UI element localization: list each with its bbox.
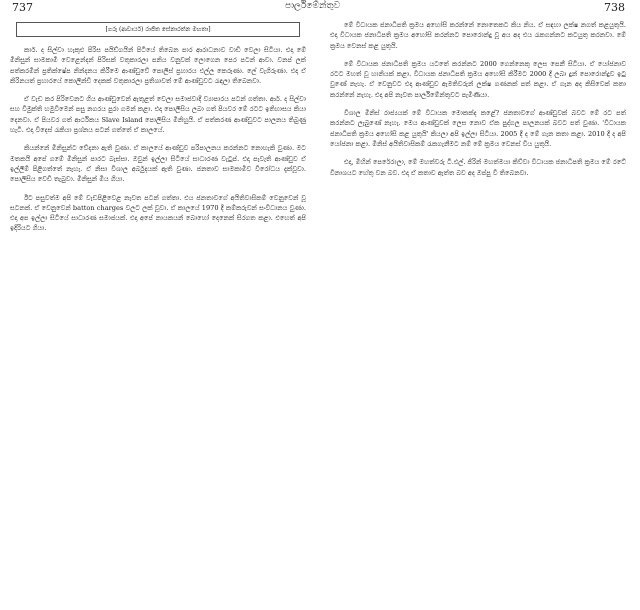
page-number-right: 738 xyxy=(604,1,625,14)
left-paragraph-3: කියන්නේ මිනිසුන්ට වේදනා ඇති වුණා. ඒ කාලයේ ආණ්ඩුව පරිපාලනය කරන්නට නොහැකි වුණා. මට මතකයි අපේ ගමේ මිනිසුන් පාරට බැස්සා. ඔවුන් ඉල්ලා සිටියේ සාධාරණ වැටුප්. එදා පැවැති ආණ්ඩුව ඒ ඉල්ලීම් පිළිගත්තේ නැහැ. ඒ නිසා විශාල අර්බුදයක් ඇති වුණා. ජනතාව සාමකාමීව විරෝධය දැක්වූවා. පොලිසිය වෙඩි තැබුවා. මිනිසුන් මිය ගියා. xyxy=(10,144,306,184)
right-paragraph-3: විශාල මිනිස් රාජ්‍යයක් මේ විධායක මොකක්ද කළේ? ජනතාවගේ ආණ්ඩුවක් බවට මේ රට පත් කරන්නට ලැබුණේ නැහැ. මෙය ආණ්ඩුවක් ලෙස නොව ඒක පුද්ගල පාලනයක් බවට පත් වුණා. 'විධායක ජනාධිපති ක්‍රමය අහෝසි කළ යුතුයි' කියලා අපි ඉල්ලා සිටියා. 2005 දී ද මේ ගැන කතා කළා. 2010 දී ද අපි යෝජනා කළා. මිනිස් අයිතිවාසිකම් රැකගැනීමට නම් මේ ක්‍රමය වෙනස් විය යුතුයි. xyxy=(330,109,626,148)
left-paragraph-2: ඒ වැඩ කර පිරිවෙනට ගිය ආණ්ඩුවෙන් ඇතුළත් වෙලා සමාජවාදී ව්‍යාපාරය පටන් ගත්තා. ආර්. ද සිල්වා සහ විමුක්ති හමුවීමෙන් පසු නගරය පුරා ගමන් කළා. එදා පොලීසිය ලබා ගත් පියවර මේ රටට ඉතිහාසය කියා දෙනවා. ඒ පියවර ගත් ආර්ථිකය Slave Island පොලිසිය මිනිහුයි. ඒ පත්කරණ ආණ්ඩුවට පාලනය තිබුණු හැටි. එදා විදෙස් රැකියා ප්‍රශ්නය පටන් ගත්තේ ඒ කාලයේ. xyxy=(10,95,306,135)
speaker-note-box: [ගරු (ආචාර්ය) රාජිත සේනාරත්න මහතා] xyxy=(16,22,300,37)
right-column xyxy=(330,20,626,608)
page-header xyxy=(0,0,640,16)
right-paragraph-2: මේ විධායක ජනාධිපති ක්‍රමය යටතේ කරන්නට 2000 ගෙන්නෙකු ලෙස පෙනී සිටියා. ඒ යෝජනාව රටට මහත් වූ හානියක් කළා. විධායක ජනාධිපති ක්‍රමය අහෝසි කිරීමට 2000 දී ලබා දුන් පොරොන්දුව ඉටු වුණේ නැහැ. ඒ වෙනුවට එදා ආණ්ඩුව ඇමතිවරුන් ලක්ෂ ගණනක් පත් කළා. ඒ ගැන අද කිසිවෙක් කතා කරන්නේ නැහැ. එදා අපි නැවත පාර්ලිමේන්තුවට පැමිණියා. xyxy=(330,59,626,99)
text-columns xyxy=(10,20,630,610)
right-paragraph-4: එදා, මිහින් පෙරේරාලා, මේ මහත්වරු ටී.එල්. ජිරින් මහත්මයා කිව්වා විධායක ජනාධිපති ක්‍රමය මේ රටේ විනාශයට හේතු වන බව. එදා ඒ කතාව ඇත්ත බව අද ඔප්පු වී තිබෙනවා. xyxy=(330,158,626,177)
right-paragraph-1: මේ විධායක ජනාධිපති ක්‍රමය අහෝසි කරන්නේ නොතෙකට කිය නිය. ඒ සඳහා ලක්ෂ නගත් කළයුතුයි. එදා විධායක ජනාධිපති ක්‍රමය අහෝසි කරන්නට පොරොන්දු වූ අය අද එය රැකගන්නට කටයුතු කරනවා. මේ ක්‍රමය වෙනස් කළ යුතුයි. xyxy=(330,21,626,50)
left-paragraph-1: කාර්. ද සිල්වා හැකුළු පිරිස පයිඩ්ගයින් පිටියේ තිබෙන පාර ආරාධනාව වාඩි වෙලා සිටියා. එදා මේ මිනිසුන් සාමකාමී වෙළෙන්දන් පිරිසක් වතුකාරලා පනිය වනුවක් ලොගෙන පෙර පටන් ආවා. වනප් ලක් පත්කරමින් ප්‍රතික්ෂේප නින්දනය කිරීමෙ ආණ්ඩුවේ පොලිස් ප්‍රහාරය එල්ල කෙරුණා. ලේ වැගිරුණා. එදා ඒ කිරිනයත් ප්‍රහාරයේ කොලින්ඩි දෙකක් වතුකාරලා ප්‍රතිශාවත් මේ ආණ්ඩුවට රැඳලා තිබෙනවා. xyxy=(10,46,306,85)
left-paragraph-4: ඊට පසුවත්ම අපි මේ වැඩපිළිවෙළ නැවත පටන් ගත්තා. එය ජනතාවගේ අයිතිවාසිකම් වෙනුවෙන් වූ සටනක්. ඒ වෙනුවෙන් batton charges වලට ලක් වූවා. ඒ කාලයේ 1970 දී කම්කරුවන් සංවිධානය වුණා. එදා අප ඉල්ලා සිටියේ සාධාරණ සමාජයක්. එදා අපේ නායකයන් බොහෝ දෙනෙක් සිරගත කළා. එහෙත් අපි ඉදිරියට ගියා. xyxy=(10,193,306,233)
page-number-left: 737 xyxy=(12,1,33,14)
left-column xyxy=(10,20,306,608)
running-title: පාර්ලිමේන්තුව xyxy=(285,1,341,11)
